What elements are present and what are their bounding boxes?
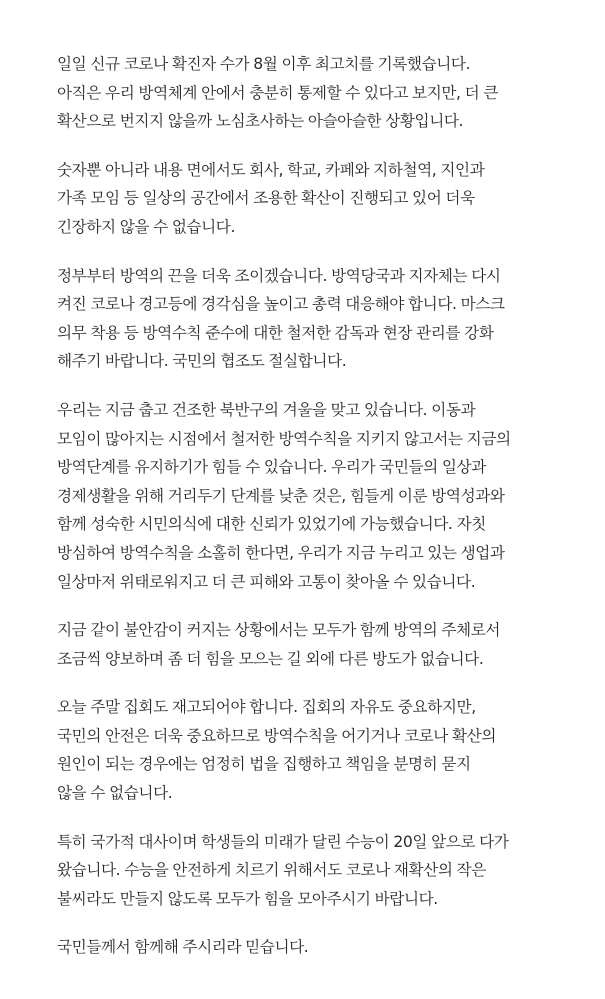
text-line: 국민들께서 함께해 주시리라 믿습니다. xyxy=(57,938,309,957)
text-line: 확산으로 번지지 않을까 노심초사하는 아슬아슬한 상황입니다. xyxy=(57,112,464,131)
paragraph xyxy=(57,933,577,962)
text-line: 가족 모임 등 일상의 공간에서 조용한 확산이 진행되고 있어 더욱 xyxy=(57,189,475,208)
text-line: 긴장하지 않을 수 없습니다. xyxy=(57,217,236,236)
text-line: 아직은 우리 방역체계 안에서 충분히 통제할 수 있다고 보지만, 더 큰 xyxy=(57,83,499,102)
text-line: 경제생활을 위해 거리두기 단계를 낮춘 것은, 힘들게 이룬 방역성과와 xyxy=(57,486,505,505)
text-line: 정부부터 방역의 끈을 더욱 조이겠습니다. 방역당국과 지자체는 다시 xyxy=(57,266,501,285)
text-line: 해주기 바랍니다. 국민의 협조도 절실합니다. xyxy=(57,352,347,371)
text-line: 모임이 많아지는 시점에서 철저한 방역수칙을 지키지 않고서는 지금의 xyxy=(57,429,511,448)
text-line: 일상마저 위태로워지고 더 큰 피해와 고통이 찾아올 수 있습니다. xyxy=(57,572,476,591)
text-line: 지금 같이 불안감이 커지는 상황에서는 모두가 함께 방역의 주체로서 xyxy=(57,621,501,640)
text-line: 켜진 코로나 경고등에 경각심을 높이고 총력 대응해야 합니다. 마스크 xyxy=(57,295,505,314)
text-line: 조금씩 양보하며 좀 더 힘을 모으는 길 외에 다른 방도가 없습니다. xyxy=(57,649,484,668)
text-line: 함께 성숙한 시민의식에 대한 신뢰가 있었기에 가능했습니다. 자칫 xyxy=(57,515,486,534)
text-line: 왔습니다. 수능을 안전하게 치르기 위해서도 코로나 재확산의 작은 xyxy=(57,861,486,880)
text-line: 국민의 안전은 더욱 중요하므로 방역수칙을 어기거나 코로나 확산의 xyxy=(57,726,496,745)
text-line: 우리는 지금 춥고 건조한 북반구의 겨울을 맞고 있습니다. 이동과 xyxy=(57,400,476,419)
paragraph xyxy=(57,616,577,673)
text-line: 원인이 되는 경우에는 엄정히 법을 집행하고 책임을 분명히 묻지 xyxy=(57,755,471,774)
text-line: 일일 신규 코로나 확진자 수가 8월 이후 최고치를 기록했습니다. xyxy=(57,55,471,73)
paragraph xyxy=(57,50,577,136)
paragraph xyxy=(57,693,577,807)
text-line: 방심하여 방역수칙을 소홀히 한다면, 우리가 지금 누리고 있는 생업과 xyxy=(57,543,505,562)
text-line: 특히 국가적 대사이며 학생들의 미래가 달린 수능이 20일 앞으로 다가 xyxy=(57,832,509,851)
paragraph xyxy=(57,262,577,376)
text-line: 오늘 주말 집회도 재고되어야 합니다. 집회의 자유도 중요하지만, xyxy=(57,698,476,717)
paragraph xyxy=(57,156,577,242)
text-line: 불씨라도 만들지 않도록 모두가 힘을 모아주시기 바랍니다. xyxy=(57,889,438,908)
text-line: 방역단계를 유지하기가 힘들 수 있습니다. 우리가 국민들의 일상과 xyxy=(57,458,486,477)
text-line: 의무 착용 등 방역수칙 준수에 대한 철저한 감독과 현장 관리를 강화 xyxy=(57,323,494,342)
text-line: 숫자뿐 아니라 내용 면에서도 회사, 학교, 카페와 지하철역, 지인과 xyxy=(57,160,485,179)
paragraph xyxy=(57,396,577,596)
paragraph xyxy=(57,828,577,914)
text-line: 않을 수 없습니다. xyxy=(57,784,173,803)
